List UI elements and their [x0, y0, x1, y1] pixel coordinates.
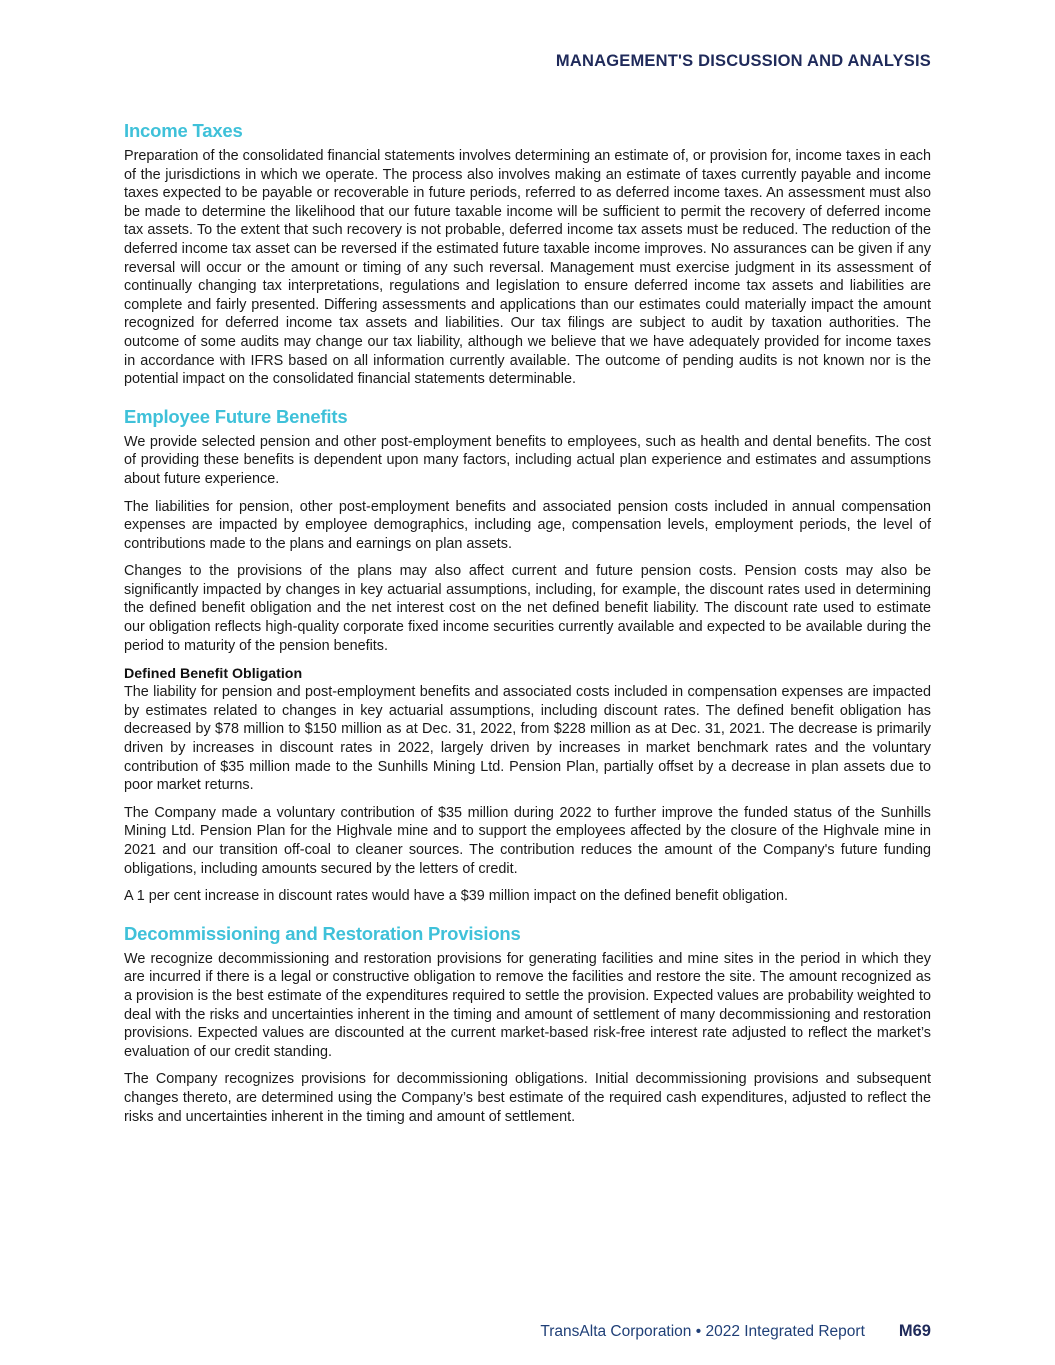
paragraph: The liability for pension and post-employment benefits and associated costs included in compensation expenses are impacted by estimates related to changes in key actuarial assumptions, including discount rates. The defined benefit obligation has decreased by $78 million to $150 million as at Dec. 31, 2022, from $228 million as at Dec. 31, 2021. The decrease is primarily driven by increases in discount rates in 2022, largely driven by increases in market benchmark rates and the voluntary contribution of $35 million made to the Sunhills Mining Ltd. Pension Plan, partially offset by a decrease in plan assets due to poor market returns.	[124, 684, 931, 794]
page-footer	[540, 1322, 931, 1341]
paragraph: A 1 per cent increase in discount rates would have a $39 million impact on the defined benefit obligation.	[124, 888, 788, 905]
page-content	[124, 120, 931, 1135]
paragraph: The Company recognizes provisions for decommissioning obligations. Initial decommissioning provisions and subsequent changes thereto, are determined using the Company’s best estimate of the required cash expenditures, adjusted to reflect the risks and uncertainties inherent in the timing and amount of settlement.	[124, 1071, 931, 1125]
section-employee-future-benefits	[124, 406, 931, 906]
section-heading-income-taxes: Income Taxes	[124, 120, 243, 141]
subsection-defined-benefit-obligation	[124, 665, 931, 906]
page-header-title: MANAGEMENT'S DISCUSSION AND ANALYSIS	[555, 52, 931, 70]
paragraph: Preparation of the consolidated financial statements involves determining an estimate of, or provision for, income taxes in each of the jurisdictions in which we operate. The process also involves making an estimate of taxes currently payable and income taxes expected to be payable or recoverable in future periods, referred to as deferred income taxes. An assessment must also be made to determine the likelihood that our future taxable income will be sufficient to permit the recovery of deferred income tax assets. To the extent that such recovery is not probable, deferred income tax assets must be reduced. The reduction of the deferred income tax asset can be reversed if the estimated future taxable income improves. No assurances can be given if any reversal will occur or the amount or timing of any such reversal. Management must exercise judgment in its assessment of continually changing tax interpretations, regulations and legislation to ensure deferred income tax assets and liabilities are complete and fairly presented. Differing assessments and applications than our estimates could materially impact the amount recognized for deferred income tax assets and liabilities. Our tax filings are subject to audit by taxation authorities. The outcome of some audits may change our tax liability, although we believe that we have adequately provided for income taxes in accordance with IFRS based on all information currently available. The outcome of pending audits is not known nor is the potential impact on the consolidated financial statements determinable.	[124, 148, 931, 388]
paragraph: We recognize decommissioning and restoration provisions for generating facilities and mine sites in the period in which they are incurred if there is a legal or constructive obligation to remove the facilities and restore the site. The amount recognized as a provision is the best estimate of the expenditures required to settle the provision. Expected values are probability weighted to deal with the risks and uncertainties inherent in the timing and amount of settlement of many decommissioning and restoration provisions. Expected values are discounted at the current market-based risk-free interest rate adjusted to reflect the market’s evaluation of our credit standing.	[124, 950, 931, 1060]
paragraph: The liabilities for pension, other post-employment benefits and associated pension costs included in annual compensation expenses are impacted by employee demographics, including age, compensation levels, employment periods, the level of contributions made to the plans and earnings on plan assets.	[124, 498, 931, 552]
section-income-taxes	[124, 120, 931, 389]
section-heading-employee-future-benefits: Employee Future Benefits	[124, 405, 348, 427]
subheading-defined-benefit-obligation: Defined Benefit Obligation	[124, 666, 303, 683]
paragraph: We provide selected pension and other post-employment benefits to employees, such as health and dental benefits. The cost of providing these benefits is dependent upon many factors, including actual plan experience and estimates and assumptions about future experience.	[124, 433, 931, 487]
paragraph: Changes to the provisions of the plans may also affect current and future pension costs. Pension costs may also be significantly impacted by changes in key actuarial assumptions, including, for example, the discount rates used in determining the defined benefit obligation and the net interest cost on the net defined benefit liability. The discount rate used to estimate our obligation reflects high-quality corporate fixed income securities currently available and expected to be available during the period to maturity of the pension benefits.	[124, 563, 931, 654]
paragraph: The Company made a voluntary contribution of $35 million during 2022 to further improve the funded status of the Sunhills Mining Ltd. Pension Plan for the Highvale mine and to support the employees affected by the closure of the Highvale mine in 2021 and our transition off-coal to cleaner sources. The contribution reduces the amount of the Company's future funding obligations, including amounts secured by the letters of credit.	[124, 804, 931, 877]
footer-report-title: TransAlta Corporation • 2022 Integrated Report	[540, 1323, 865, 1340]
section-decommissioning-restoration	[124, 923, 931, 1126]
page-number: M69	[898, 1322, 931, 1340]
section-heading-decommissioning: Decommissioning and Restoration Provisions	[124, 922, 521, 944]
